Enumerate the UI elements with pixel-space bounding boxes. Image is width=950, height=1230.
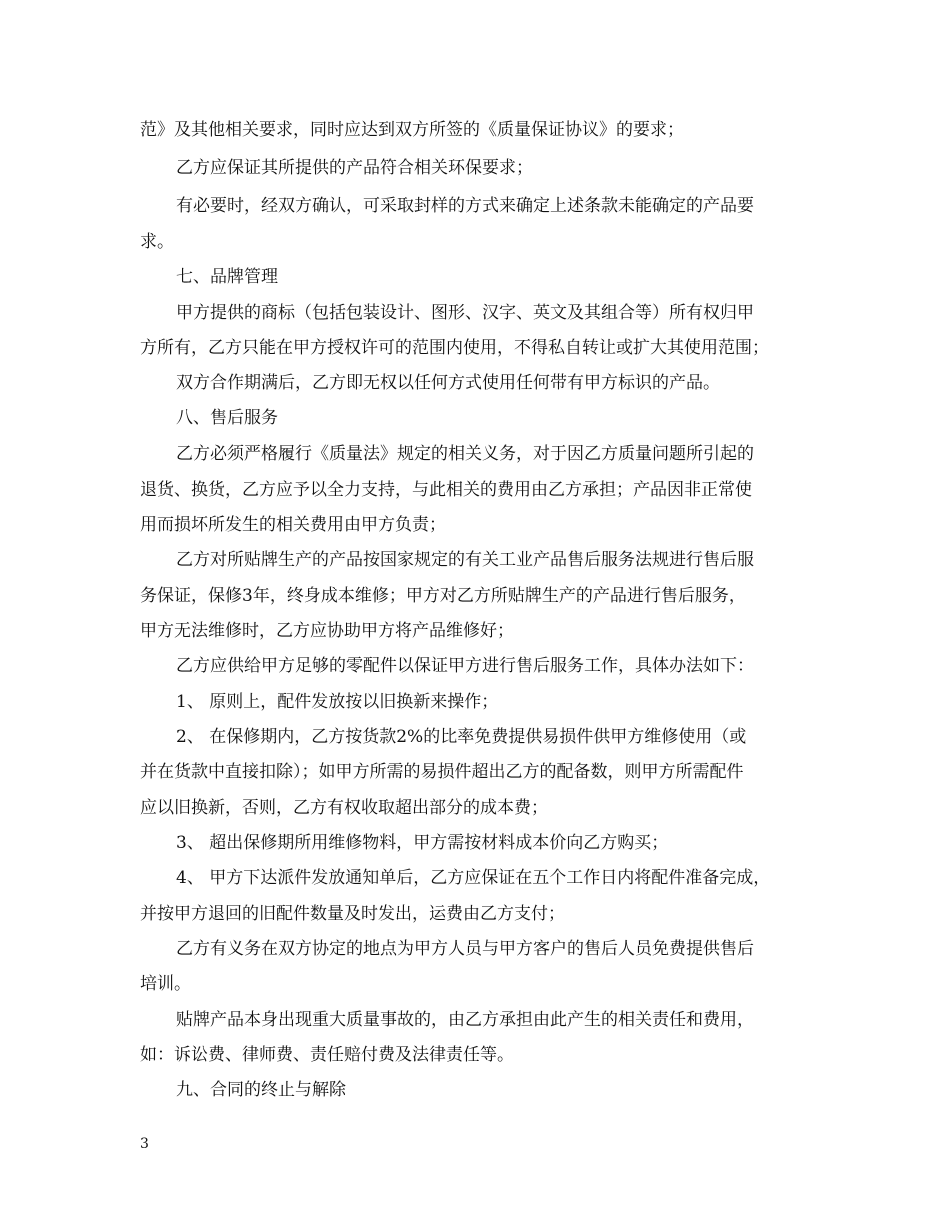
page-number: 3 xyxy=(140,1136,149,1152)
text-line: 乙方必须严格履行《质量法》规定的相关义务，对于因乙方质量问题所引起的 xyxy=(176,444,754,464)
section-heading: 八、售后服务 xyxy=(176,408,278,428)
text-line: 退货、换货，乙方应予以全力支持，与此相关的费用由乙方承担；产品因非正常使 xyxy=(140,480,752,500)
list-item: 1、 原则上，配件发放按以旧换新来操作； xyxy=(176,692,499,712)
list-item: 4、 甲方下达派件发放通知单后，乙方应保证在五个工作日内将配件准备完成， xyxy=(176,868,771,888)
section-heading: 七、品牌管理 xyxy=(176,267,278,287)
section-heading: 九、合同的终止与解除 xyxy=(176,1080,346,1100)
text-line: 乙方应供给甲方足够的零配件以保证甲方进行售后服务工作，具体办法如下： xyxy=(176,656,754,676)
text-line: 方所有，乙方只能在甲方授权许可的范围内使用，不得私自转让或扩大其使用范围； xyxy=(140,338,769,358)
text-line: 甲方无法维修时，乙方应协助甲方将产品维修好； xyxy=(140,621,514,641)
text-line: 甲方提供的商标（包括包装设计、图形、汉字、英文及其组合等）所有权归甲 xyxy=(176,303,754,323)
text-line: 如：诉讼费、律师费、责任赔付费及法律责任等。 xyxy=(140,1045,514,1065)
text-line: 贴牌产品本身出现重大质量事故的，由乙方承担由此产生的相关责任和费用， xyxy=(176,1010,754,1030)
text-line: 应以旧换新，否则，乙方有权收取超出部分的成本费； xyxy=(140,798,548,818)
text-line: 乙方有义务在双方协定的地点为甲方人员与甲方客户的售后人员免费提供售后 xyxy=(176,939,754,959)
text-line: 务保证，保修3年，终身成本维修；甲方对乙方所贴牌生产的产品进行售后服务， xyxy=(140,586,746,606)
text-line: 并在货款中直接扣除）；如甲方所需的易损件超出乙方的配备数，则甲方所需配件 xyxy=(140,762,744,782)
text-line: 并按甲方退回的旧配件数量及时发出，运费由乙方支付； xyxy=(140,904,565,924)
text-line: 有必要时，经双方确认，可采取封样的方式来确定上述条款未能确定的产品要 xyxy=(176,196,754,216)
text-line: 范》及其他相关要求，同时应达到双方所签的《质量保证协议》的要求； xyxy=(140,120,684,140)
text-line: 乙方应保证其所提供的产品符合相关环保要求； xyxy=(176,158,533,178)
text-line: 培训。 xyxy=(140,974,191,994)
text-line: 双方合作期满后，乙方即无权以任何方式使用任何带有甲方标识的产品。 xyxy=(176,373,720,393)
text-line: 乙方对所贴牌生产的产品按国家规定的有关工业产品售后服务法规进行售后服 xyxy=(176,550,754,570)
text-line: 求。 xyxy=(140,232,174,252)
list-item: 3、 超出保修期所用维修物料，甲方需按材料成本价向乙方购买； xyxy=(176,833,669,853)
text-line: 用而损坏所发生的相关费用由甲方负责； xyxy=(140,515,446,535)
list-item: 2、 在保修期内，乙方按货款2%的比率免费提供易损件供甲方维修使用（或 xyxy=(176,727,747,747)
